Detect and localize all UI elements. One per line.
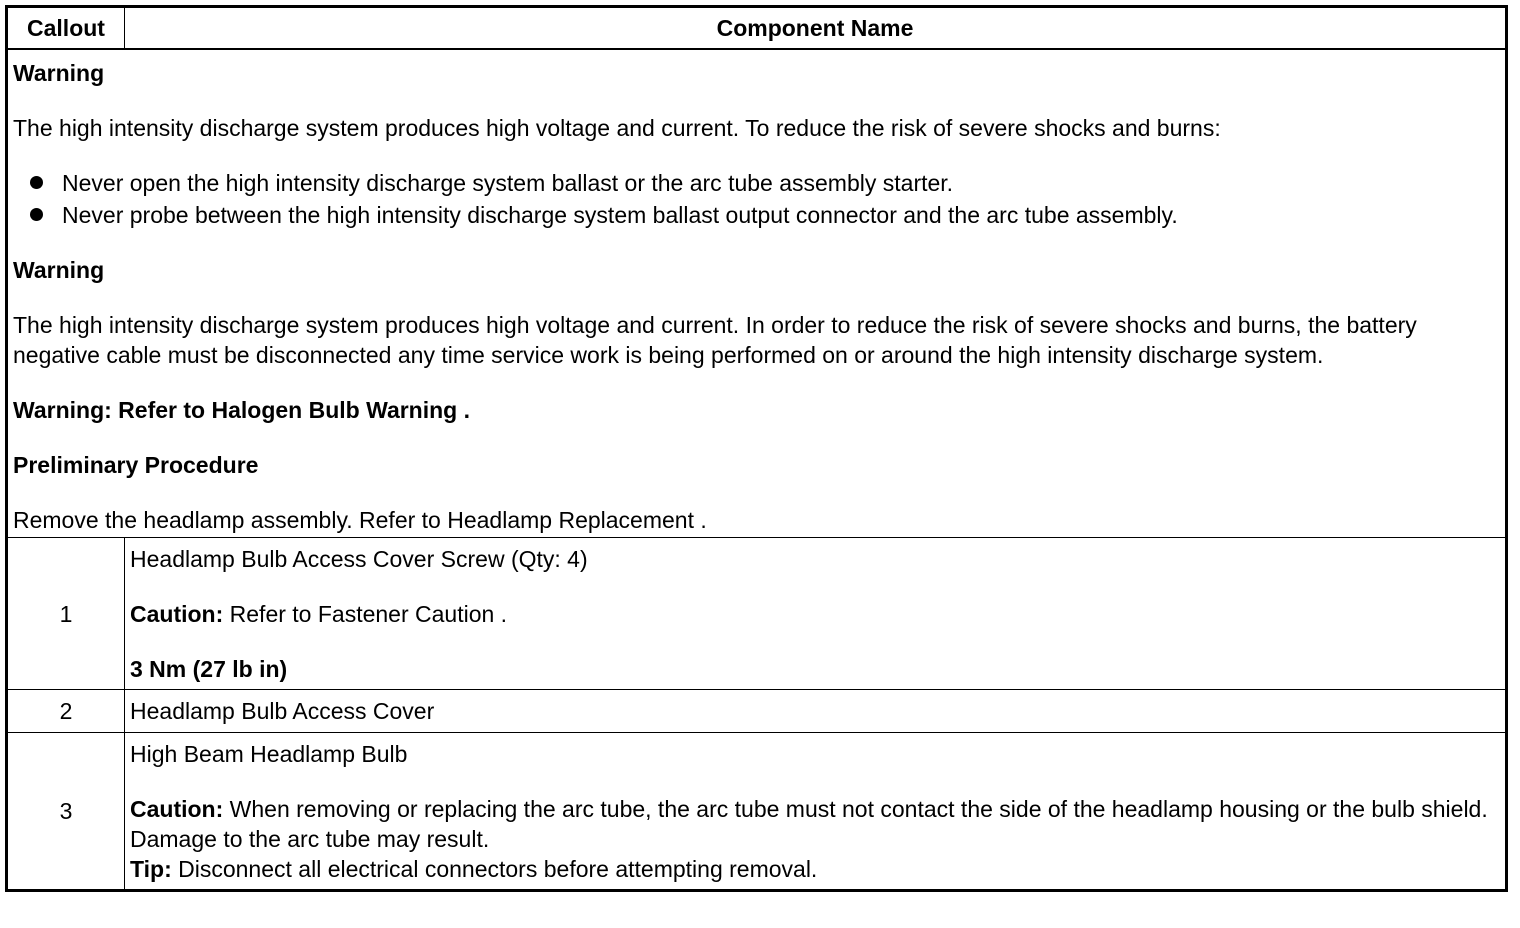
table-row — [7, 538, 1507, 690]
tip-text: Disconnect all electrical connectors before attempting removal. — [171, 856, 818, 882]
intro-row — [7, 49, 1507, 538]
caution-text: When removing or replacing the arc tube, the arc tube must not contact the side of the headlamp housing or the bulb shield. Damage to the arc tube may result. — [130, 796, 1488, 852]
intro-cell — [7, 49, 1507, 538]
caution-note — [130, 599, 1500, 629]
procedure-table — [5, 5, 1508, 892]
tip-label: Tip: — [130, 856, 172, 882]
list-item — [13, 168, 1500, 200]
preliminary-procedure-text: Remove the headlamp assembly. Refer to Headlamp Replacement . — [13, 507, 707, 533]
caution-label: Caution: — [130, 601, 224, 627]
callout-number: 2 — [7, 690, 125, 733]
component-name: High Beam Headlamp Bulb — [130, 741, 408, 767]
torque-spec: 3 Nm (27 lb in) — [130, 656, 288, 682]
halogen-warning-reference: Warning: Refer to Halogen Bulb Warning . — [13, 397, 471, 423]
warning-text: The high intensity discharge system produces high voltage and current. To reduce the risk of severe shocks and burns: — [13, 115, 1221, 141]
caution-label: Caution: — [130, 796, 224, 822]
component-name: Headlamp Bulb Access Cover Screw (Qty: 4) — [130, 546, 588, 572]
component-cell — [125, 538, 1507, 690]
component-name-column-header: Component Name — [125, 7, 1507, 50]
callout-number: 3 — [7, 733, 125, 891]
header-row — [7, 7, 1507, 50]
warning-text: The high intensity discharge system produces high voltage and current. In order to reduce the risk of severe shocks and burns, the battery negative cable must be disconnected any time service work is being performed on or around the high intensity discharge system. — [13, 312, 1417, 368]
bullet-icon — [30, 176, 43, 189]
caution-note — [130, 794, 1500, 854]
bullet-text: Never open the high intensity discharge system ballast or the arc tube assembly starter. — [62, 170, 954, 196]
list-item — [13, 200, 1500, 232]
preliminary-procedure-title: Preliminary Procedure — [13, 452, 259, 478]
callout-column-header: Callout — [7, 7, 125, 50]
warning-title: Warning — [13, 60, 105, 86]
tip-note — [130, 854, 1500, 884]
component-cell — [125, 733, 1507, 891]
table-row — [7, 690, 1507, 733]
bullet-text: Never probe between the high intensity discharge system ballast output connector and the arc tube assembly. — [62, 202, 1178, 228]
component-name: Headlamp Bulb Access Cover — [130, 698, 435, 724]
caution-text: Refer to Fastener Caution . — [223, 601, 508, 627]
component-cell — [125, 690, 1507, 733]
table-row — [7, 733, 1507, 891]
warning-title: Warning — [13, 257, 105, 283]
callout-number: 1 — [7, 538, 125, 690]
warning-bullet-list — [13, 168, 1500, 232]
bullet-icon — [30, 208, 43, 221]
